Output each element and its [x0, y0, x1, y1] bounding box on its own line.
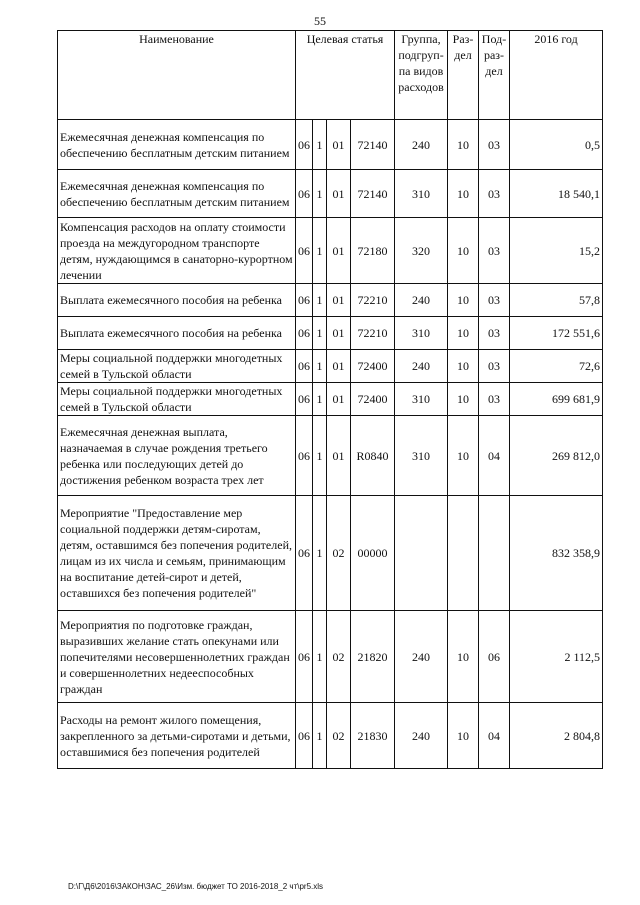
cell-c2: 1 — [313, 703, 327, 769]
table-row — [58, 120, 603, 170]
cell-c4: 72400 — [351, 350, 395, 383]
cell-subsection: 03 — [479, 120, 510, 170]
cell-group: 310 — [395, 416, 448, 496]
cell-c2: 1 — [313, 317, 327, 350]
cell-c1: 06 — [296, 284, 313, 317]
table-row — [58, 317, 603, 350]
cell-c4: R0840 — [351, 416, 395, 496]
cell-c2: 1 — [313, 284, 327, 317]
cell-c3: 01 — [327, 416, 351, 496]
header-name: Наименование — [58, 31, 296, 120]
cell-c1: 06 — [296, 170, 313, 218]
cell-c4: 72210 — [351, 284, 395, 317]
cell-group: 310 — [395, 317, 448, 350]
cell-c2: 1 — [313, 611, 327, 703]
cell-amount: 2 112,5 — [510, 611, 603, 703]
table-row — [58, 496, 603, 611]
cell-section: 10 — [448, 383, 479, 416]
cell-amount: 57,8 — [510, 284, 603, 317]
cell-c1: 06 — [296, 120, 313, 170]
cell-amount: 2 804,8 — [510, 703, 603, 769]
cell-group: 240 — [395, 611, 448, 703]
cell-c4: 21820 — [351, 611, 395, 703]
table-row — [58, 284, 603, 317]
cell-c3: 02 — [327, 611, 351, 703]
table-row — [58, 416, 603, 496]
cell-c2: 1 — [313, 218, 327, 284]
cell-amount: 832 358,9 — [510, 496, 603, 611]
cell-subsection: 04 — [479, 416, 510, 496]
cell-c3: 02 — [327, 496, 351, 611]
cell-c3: 01 — [327, 317, 351, 350]
cell-subsection: 03 — [479, 218, 510, 284]
cell-amount: 0,5 — [510, 120, 603, 170]
cell-name: Компенсация расходов на оплату стоимости проезда на междугородном транспорте детям, нуждающимся в санаторно-курортном лечении — [58, 218, 296, 284]
cell-c2: 1 — [313, 496, 327, 611]
cell-group: 310 — [395, 383, 448, 416]
cell-name: Ежемесячная денежная выплата, назначаемая в случае рождения третьего ребенка или последующих детей до достижения ребенком возраста трех лет — [58, 416, 296, 496]
file-path-footer: D:\Г\Д6\2016\ЗАКОН\ЗАС_26\Изм. бюджет ТО 2016-2018_2 чт\pr5.xls — [68, 882, 324, 891]
cell-c3: 01 — [327, 383, 351, 416]
cell-name: Меры социальной поддержки многодетных семей в Тульской области — [58, 383, 296, 416]
cell-c2: 1 — [313, 383, 327, 416]
cell-amount: 269 812,0 — [510, 416, 603, 496]
cell-group: 240 — [395, 350, 448, 383]
cell-subsection: 03 — [479, 383, 510, 416]
cell-c1: 06 — [296, 611, 313, 703]
cell-amount: 15,2 — [510, 218, 603, 284]
cell-c4: 21830 — [351, 703, 395, 769]
cell-c4: 72140 — [351, 170, 395, 218]
cell-subsection: 03 — [479, 350, 510, 383]
cell-section: 10 — [448, 218, 479, 284]
cell-c1: 06 — [296, 317, 313, 350]
table-row — [58, 703, 603, 769]
cell-group: 320 — [395, 218, 448, 284]
cell-c4: 72210 — [351, 317, 395, 350]
cell-subsection: 06 — [479, 611, 510, 703]
header-section: Раз-дел — [448, 31, 479, 120]
cell-subsection: 03 — [479, 317, 510, 350]
cell-c1: 06 — [296, 416, 313, 496]
cell-section — [448, 496, 479, 611]
cell-c3: 01 — [327, 170, 351, 218]
page-number: 55 — [314, 14, 326, 28]
cell-section: 10 — [448, 120, 479, 170]
cell-c2: 1 — [313, 416, 327, 496]
cell-amount: 699 681,9 — [510, 383, 603, 416]
cell-c3: 01 — [327, 218, 351, 284]
cell-name: Выплата ежемесячного пособия на ребенка — [58, 317, 296, 350]
cell-amount: 72,6 — [510, 350, 603, 383]
cell-amount: 172 551,6 — [510, 317, 603, 350]
cell-group — [395, 496, 448, 611]
header-expense-group: Группа, подгруп-па видов расходов — [395, 31, 448, 120]
cell-subsection: 03 — [479, 170, 510, 218]
cell-subsection: 03 — [479, 284, 510, 317]
cell-name: Мероприятия по подготовке граждан, выразивших желание стать опекунами или попечителями несовершеннолетних граждан и совершеннолетних недееспособных граждан — [58, 611, 296, 703]
cell-c4: 72400 — [351, 383, 395, 416]
cell-amount: 18 540,1 — [510, 170, 603, 218]
cell-c4: 72140 — [351, 120, 395, 170]
cell-c4: 72180 — [351, 218, 395, 284]
cell-c2: 1 — [313, 350, 327, 383]
cell-group: 240 — [395, 284, 448, 317]
cell-c3: 01 — [327, 284, 351, 317]
cell-c1: 06 — [296, 383, 313, 416]
cell-group: 240 — [395, 120, 448, 170]
cell-section: 10 — [448, 350, 479, 383]
cell-c1: 06 — [296, 496, 313, 611]
cell-name: Выплата ежемесячного пособия на ребенка — [58, 284, 296, 317]
table-row — [58, 350, 603, 383]
table-row — [58, 170, 603, 218]
cell-c1: 06 — [296, 703, 313, 769]
header-subsection: Под-раз-дел — [479, 31, 510, 120]
cell-subsection: 04 — [479, 703, 510, 769]
table-row — [58, 218, 603, 284]
cell-section: 10 — [448, 284, 479, 317]
cell-c3: 01 — [327, 350, 351, 383]
cell-group: 310 — [395, 170, 448, 218]
cell-section: 10 — [448, 611, 479, 703]
cell-section: 10 — [448, 170, 479, 218]
cell-name: Расходы на ремонт жилого помещения, закрепленного за детьми-сиротами и детьми, оставшимися без попечения родителей — [58, 703, 296, 769]
cell-group: 240 — [395, 703, 448, 769]
budget-table — [57, 30, 603, 769]
cell-c4: 00000 — [351, 496, 395, 611]
cell-c1: 06 — [296, 218, 313, 284]
cell-section: 10 — [448, 317, 479, 350]
cell-c3: 01 — [327, 120, 351, 170]
cell-c2: 1 — [313, 170, 327, 218]
table-row — [58, 383, 603, 416]
cell-section: 10 — [448, 416, 479, 496]
cell-subsection — [479, 496, 510, 611]
cell-c2: 1 — [313, 120, 327, 170]
header-year: 2016 год — [510, 31, 603, 120]
table-row — [58, 611, 603, 703]
cell-name: Ежемесячная денежная компенсация по обеспечению бесплатным детским питанием — [58, 120, 296, 170]
cell-c1: 06 — [296, 350, 313, 383]
cell-name: Ежемесячная денежная компенсация по обеспечению бесплатным детским питанием — [58, 170, 296, 218]
header-row — [58, 31, 603, 120]
cell-c3: 02 — [327, 703, 351, 769]
cell-section: 10 — [448, 703, 479, 769]
cell-name: Мероприятие "Предоставление мер социальной поддержки детям-сиротам, детям, оставшимся без попечения родителей, лицам из их числа и семьям, принимающим на воспитание детей-сирот и детей, оставшихся без попечения родителей" — [58, 496, 296, 611]
header-target-article: Целевая статья — [296, 31, 395, 120]
cell-name: Меры социальной поддержки многодетных семей в Тульской области — [58, 350, 296, 383]
